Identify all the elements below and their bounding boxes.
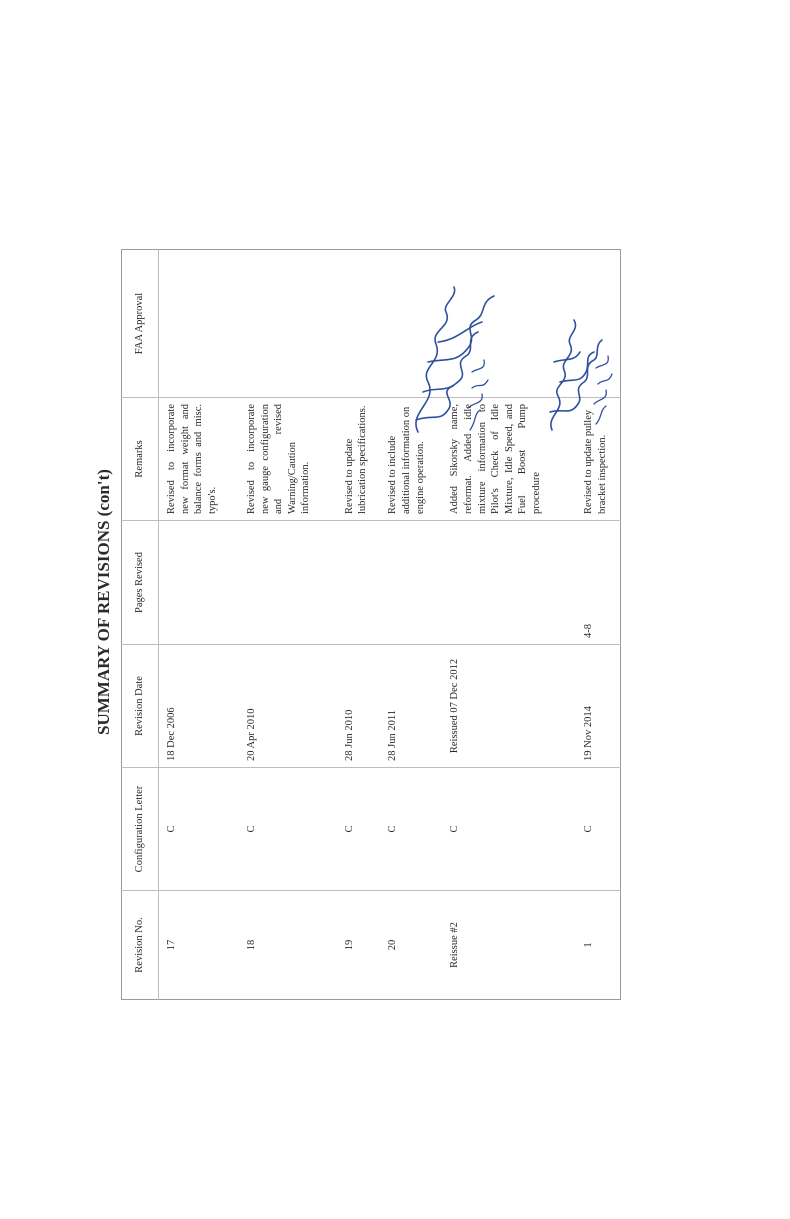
table-row (159, 250, 239, 1000)
cell-rev: 1 (582, 942, 594, 948)
table-row (337, 250, 381, 1000)
cell-date: 28 Jun 2010 (337, 645, 381, 768)
faa-signature-reissue-2 (398, 282, 503, 442)
cell-date: 18 Dec 2006 (159, 645, 239, 768)
cell-pages (337, 521, 381, 645)
cell-date: 20 Apr 2010 (239, 645, 337, 768)
col-header-revision-date: Revision Date (122, 645, 159, 768)
cell-approval (337, 250, 381, 398)
faa-signature-rev-1 (540, 312, 620, 437)
cell-rev: Reissue #2 (449, 922, 461, 968)
col-header-revision-no: Revision No. (122, 891, 159, 1000)
cell-date: Reissued 07 Dec 2012 (442, 645, 576, 768)
cell-remarks: Revised to update pulley bracket inspection. (576, 398, 621, 521)
col-header-pages-revised: Pages Revised (122, 521, 159, 645)
cell-pages (442, 521, 576, 645)
cell-config: C (337, 768, 381, 891)
cell-pages (380, 521, 442, 645)
cell-remarks: Revised to update lubrication specifications. (337, 398, 381, 521)
cell-pages (239, 521, 337, 645)
table-row (239, 250, 337, 1000)
cell-approval (239, 250, 337, 398)
cell-config: C (576, 768, 621, 891)
table-header-row (122, 250, 159, 1000)
cell-rev: 18 (245, 939, 257, 951)
cell-rev: 17 (166, 939, 177, 951)
cell-config: C (159, 768, 239, 891)
col-header-configuration-letter: Configuration Letter (122, 768, 159, 891)
cell-date: 19 Nov 2014 (576, 645, 621, 768)
cell-date: 28 Jun 2011 (380, 645, 442, 768)
cell-config: C (380, 768, 442, 891)
cell-config: C (239, 768, 337, 891)
signature-scribble-icon (398, 282, 503, 442)
col-header-remarks: Remarks (122, 398, 159, 521)
cell-remarks: Revised to incorporate new gauge configuration and revised Warning/Caution information. (239, 398, 337, 521)
cell-pages (159, 521, 239, 645)
cell-rev: 20 (387, 939, 399, 951)
cell-remarks: Added Sikorsky name, reformat. Added idle mixture information to Pilot's Check of Idle Mixture, Idle Speed, and Fuel Boost Pump procedure (442, 398, 576, 521)
cell-pages: 4-8 (576, 521, 621, 645)
cell-approval (159, 250, 239, 398)
cell-remarks: Revised to incorporate new format weight and balance forms and misc. typo's. (159, 398, 239, 521)
col-header-faa-approval: FAA Approval (122, 250, 159, 398)
cell-rev: 19 (343, 939, 355, 951)
signature-scribble-icon (540, 312, 620, 437)
cell-remarks: Revised to include additional information on engine operation. (380, 398, 442, 521)
page-title: SUMMARY OF REVISIONS (con't) (94, 469, 113, 735)
cell-config: C (442, 768, 576, 891)
